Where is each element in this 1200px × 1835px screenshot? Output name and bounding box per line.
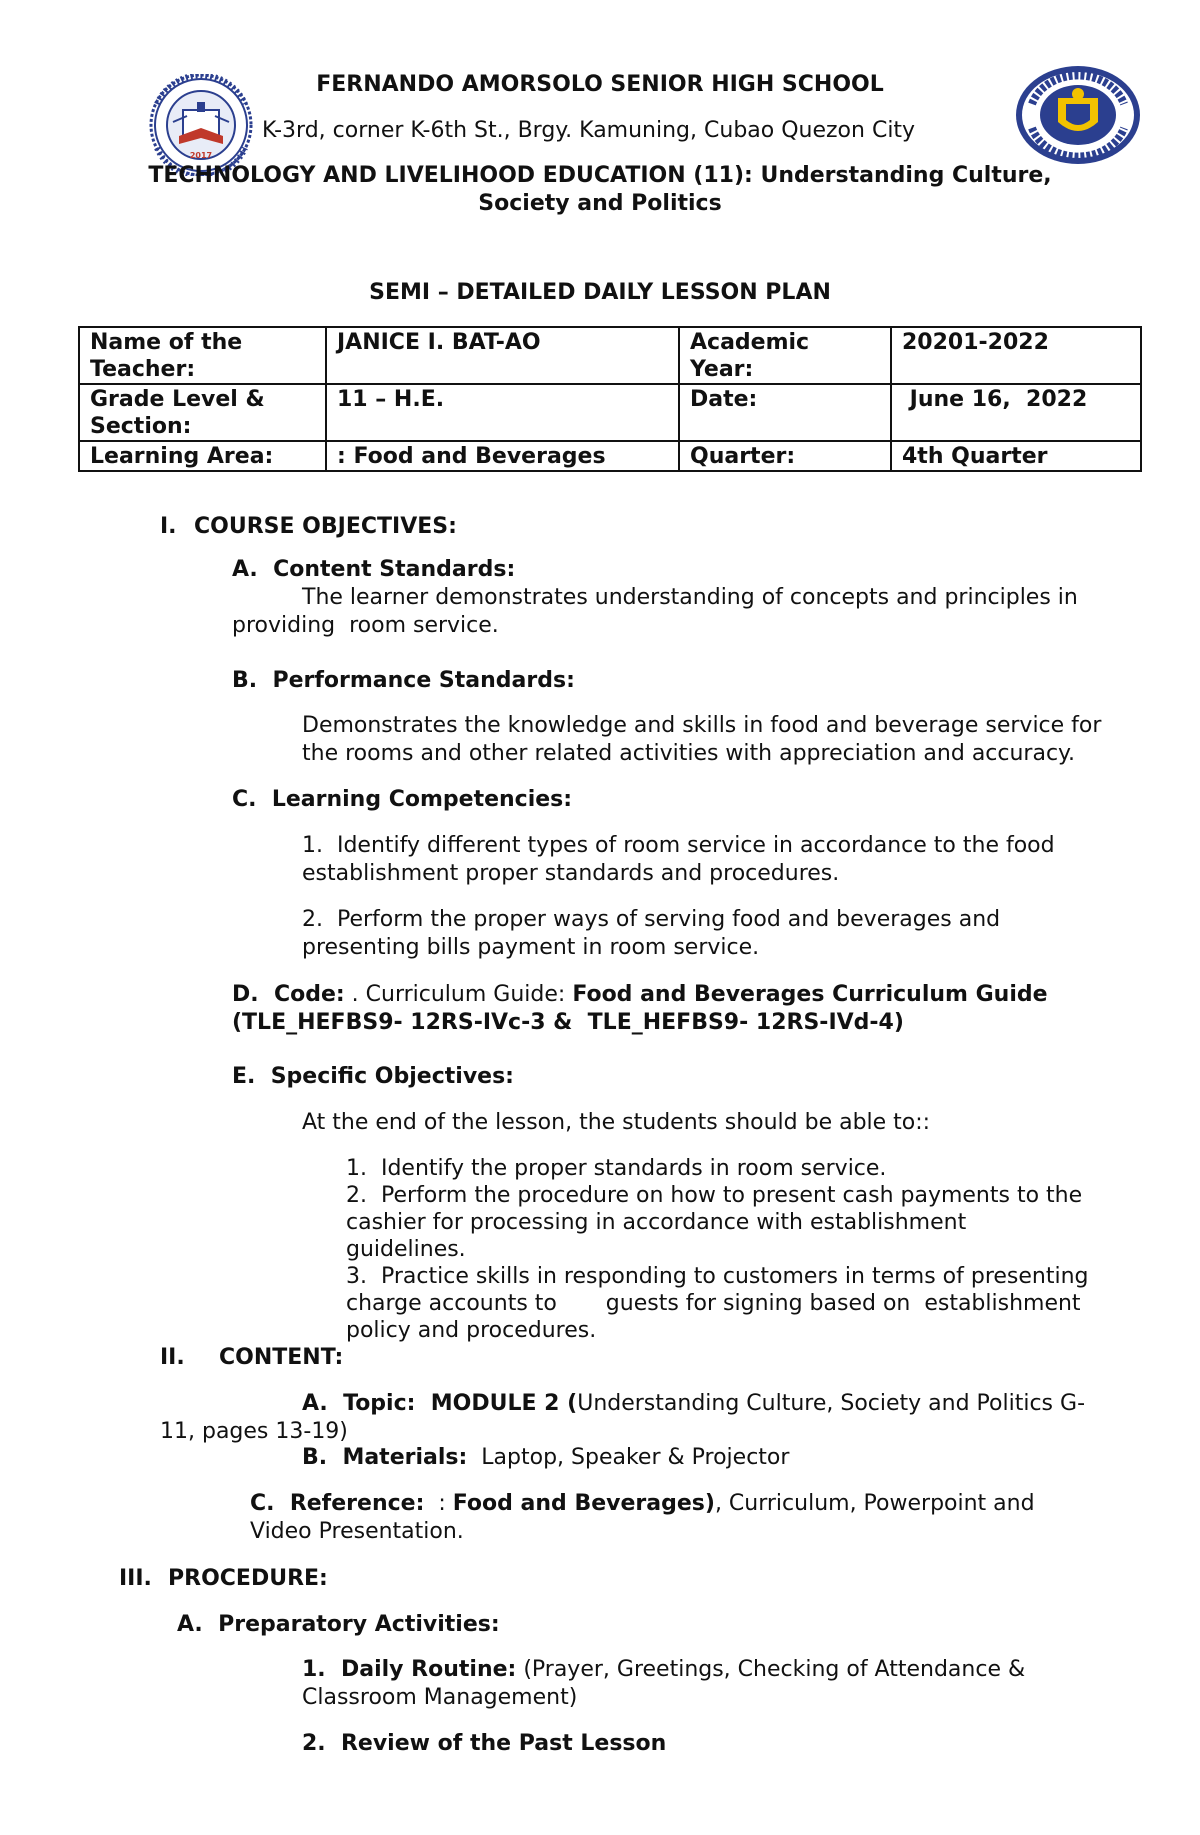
objective-2-line1: 2. Perform the procedure on how to present cash payments to the [346,1183,1083,1208]
materials-text: Laptop, Speaker & Projector [467,1445,790,1470]
reference-bold-text: Food and Beverages) [452,1491,715,1516]
grade-section-value: 11 – H.E. [326,384,679,441]
objective-3-line1: 3. Practice skills in responding to customers in terms of presenting [346,1264,1089,1289]
subject-title-line1: TECHNOLOGY AND LIVELIHOOD EDUCATION (11): Understanding Culture, [148,163,1052,188]
competency-2-line2: presenting bills payment in room service. [302,935,760,960]
topic-label: A. Topic: MODULE 2 ( [302,1391,578,1416]
table-row [79,441,1141,471]
subject-title-line2: Society and Politics [478,191,722,216]
date-value: June 16, 2022 [891,384,1141,441]
quarter-value: 4th Quarter [891,441,1141,471]
table-row [79,327,1141,384]
plan-title: SEMI – DETAILED DAILY LESSON PLAN [369,280,831,305]
objective-3-line3: policy and procedures. [346,1318,597,1343]
competency-2-line1: 2. Perform the proper ways of serving food and beverages and [302,907,1001,932]
table-row [79,384,1141,441]
content-standards-line2: providing room service. [232,613,499,638]
academic-year-value: 20201-2022 [891,327,1141,384]
learning-competencies-label: C. Learning Competencies: [232,787,573,812]
performance-standards-line2: the rooms and other related activities with appreciation and accuracy. [302,741,1075,766]
academic-year-label: Academic Year: [679,327,891,384]
section-2-heading: CONTENT: [219,1345,344,1370]
reference-label: C. Reference: [250,1491,425,1516]
content-standards-line1: The learner demonstrates understanding of concepts and principles in [302,585,1078,610]
materials-label: B. Materials: [302,1445,468,1470]
section-1-number: I. [160,514,177,539]
materials-line [302,1444,789,1472]
daily-routine-label: 1. Daily Routine: [302,1657,517,1682]
objective-2-line2: cashier for processing in accordance with establishment [346,1210,967,1235]
section-3-number: III. [119,1566,152,1591]
code-guide-title: Food and Beverages Curriculum Guide [572,982,1048,1007]
objective-3-line2: charge accounts to guests for signing based on establishment [346,1291,1081,1316]
daily-routine-text: (Prayer, Greetings, Checking of Attendance & [516,1657,1026,1682]
section-1-heading: COURSE OBJECTIVES: [194,514,457,539]
learning-area-value: : Food and Beverages [326,441,679,471]
lesson-info-table [78,326,1142,472]
specific-objectives-intro: At the end of the lesson, the students should be able to:: [302,1110,931,1135]
topic-line2: 11, pages 13-19) [160,1419,348,1444]
performance-standards-label: B. Performance Standards: [232,668,575,693]
code-line2: (TLE_HEFBS9- 12RS-IVc-3 & TLE_HEFBS9- 12RS-IVd-4) [232,1010,904,1035]
topic-line1 [302,1390,1085,1418]
topic-text: Understanding Culture, Society and Politics G- [577,1391,1086,1416]
objective-2-line3: guidelines. [346,1237,466,1262]
preparatory-activities-label: A. Preparatory Activities: [177,1612,500,1637]
code-line1 [232,981,1048,1009]
school-logo-year: 2017 [189,151,213,160]
specific-objectives-label: E. Specific Objectives: [232,1064,514,1089]
code-curriculum-guide-text: . Curriculum Guide: [344,982,573,1007]
daily-routine-line1 [302,1656,1025,1684]
reference-colon: : [424,1491,453,1516]
content-standards-label: A. Content Standards: [232,557,516,582]
objective-1: 1. Identify the proper standards in room service. [346,1156,887,1181]
school-name: FERNANDO AMORSOLO SENIOR HIGH SCHOOL [316,72,884,97]
teacher-label: Name of the Teacher: [79,327,326,384]
review-past-lesson-label: 2. Review of the Past Lesson [302,1731,667,1756]
quarter-label: Quarter: [679,441,891,471]
reference-text: , Curriculum, Powerpoint and [714,1491,1035,1516]
section-3-heading: PROCEDURE: [168,1566,328,1591]
section-2-number: II. [160,1345,185,1370]
grade-section-label: Grade Level & Section: [79,384,326,441]
daily-routine-line2: Classroom Management) [302,1685,578,1710]
reference-line1 [250,1490,1035,1518]
teacher-value: JANICE I. BAT-AO [326,327,679,384]
learning-area-label: Learning Area: [79,441,326,471]
competency-1-line1: 1. Identify different types of room service in accordance to the food [302,833,1055,858]
date-label: Date: [679,384,891,441]
reference-line2: Video Presentation. [250,1519,464,1544]
school-address: K-3rd, corner K-6th St., Brgy. Kamuning, Cubao Quezon City [262,118,916,143]
code-label: D. Code: [232,982,345,1007]
performance-standards-line1: Demonstrates the knowledge and skills in food and beverage service for [302,713,1102,738]
competency-1-line2: establishment proper standards and procedures. [302,861,840,886]
